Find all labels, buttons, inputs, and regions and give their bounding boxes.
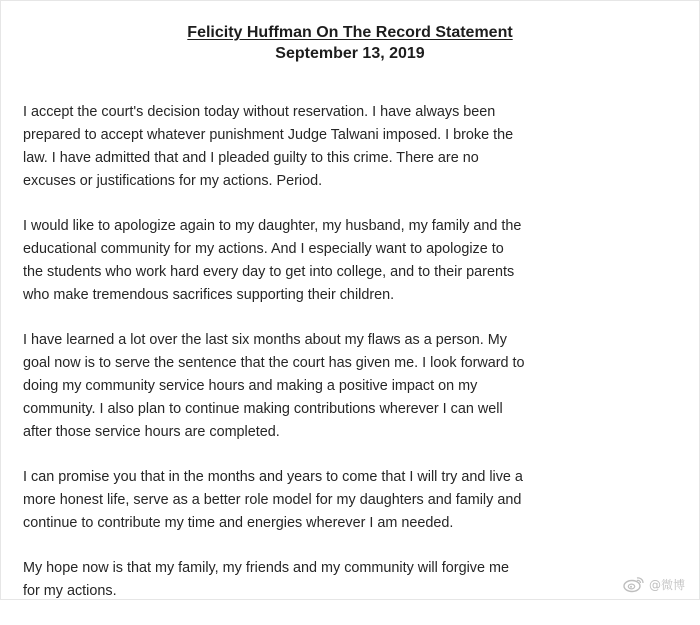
statement-date: September 13, 2019 <box>275 45 425 62</box>
paragraph-line: continue to contribute my time and energies wherever I am needed. <box>23 515 454 531</box>
paragraph-line: more honest life, serve as a better role model for my daughters and family and <box>23 492 522 508</box>
paragraph-1 <box>23 101 685 193</box>
paragraph-line: after those service hours are completed. <box>23 424 280 440</box>
paragraph-line: law. I have admitted that and I pleaded guilty to this crime. There are no <box>23 150 479 166</box>
statement-header <box>1 1 699 65</box>
paragraph-line: educational community for my actions. And I especially want to apologize to <box>23 241 504 257</box>
paragraph-3 <box>23 329 685 444</box>
paragraph-line: the students who work hard every day to get into college, and to their parents <box>23 264 515 280</box>
paragraph-5 <box>23 557 685 603</box>
paragraph-line: excuses or justifications for my actions. Period. <box>23 173 323 189</box>
paragraph-line: who make tremendous sacrifices supporting their children. <box>23 287 395 303</box>
paragraph-line: community. I also plan to continue making contributions wherever I can well <box>23 401 503 417</box>
paragraph-4 <box>23 466 685 535</box>
paragraph-line: prepared to accept whatever punishment Judge Talwani imposed. I broke the <box>23 127 514 143</box>
watermark-text: @微博 <box>648 577 685 592</box>
paragraph-line: I have learned a lot over the last six months about my flaws as a person. My <box>23 332 507 348</box>
weibo-logo-icon <box>623 575 645 593</box>
paragraph-line: I would like to apologize again to my daughter, my husband, my family and the <box>23 218 522 234</box>
paragraph-2 <box>23 215 685 307</box>
weibo-watermark <box>623 575 685 593</box>
statement-body <box>23 101 685 625</box>
paragraph-line: doing my community service hours and making a positive impact on my <box>23 378 478 394</box>
paragraph-line: My hope now is that my family, my friends and my community will forgive me <box>23 560 509 576</box>
statement-title: Felicity Huffman On The Record Statement <box>187 24 513 41</box>
paragraph-line: for my actions. <box>23 583 117 599</box>
paragraph-line: I can promise you that in the months and years to come that I will try and live a <box>23 469 523 485</box>
paragraph-line: goal now is to serve the sentence that the court has given me. I look forward to <box>23 355 525 371</box>
paragraph-line: I accept the court's decision today without reservation. I have always been <box>23 104 496 120</box>
